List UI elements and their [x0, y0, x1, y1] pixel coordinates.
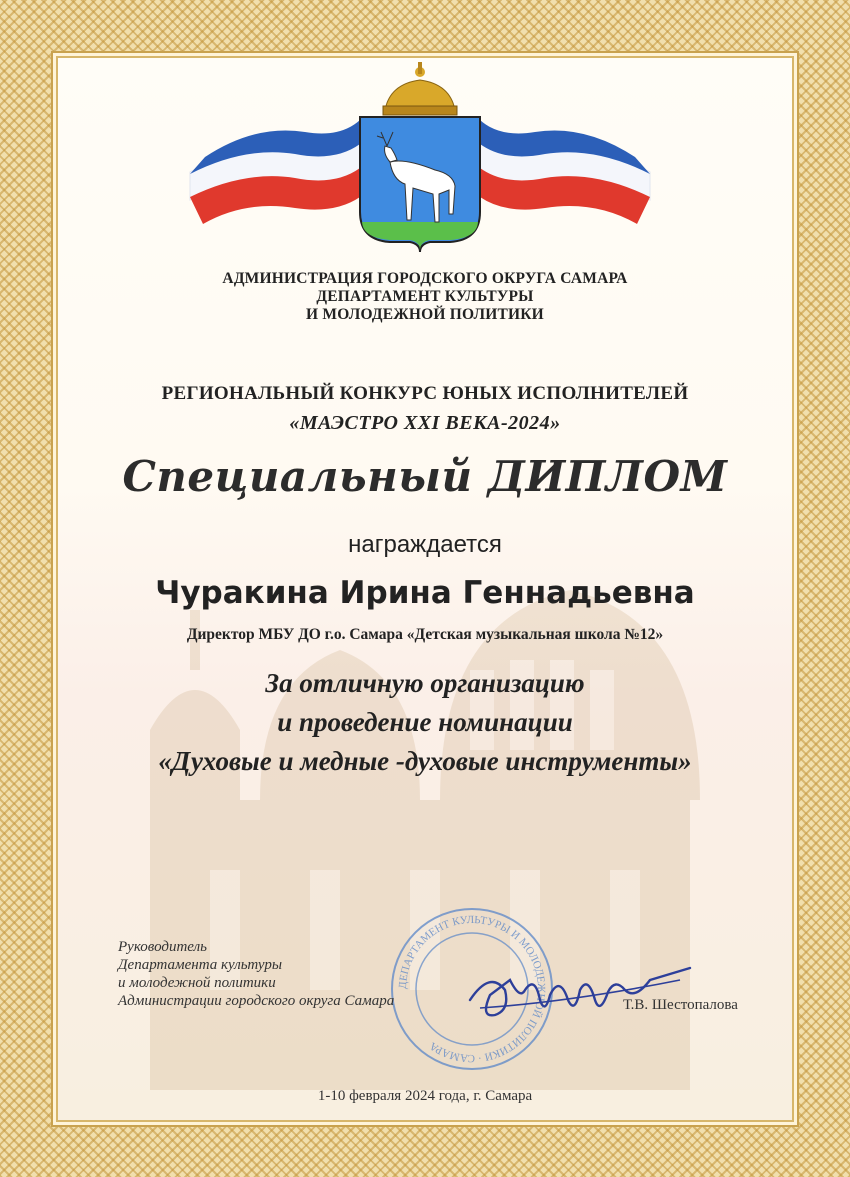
crown-icon [383, 62, 457, 115]
award-reason [58, 664, 792, 781]
signatory-line-2: Департамента культуры [118, 957, 282, 973]
signatory-line-3: и молодежной политики [118, 975, 276, 991]
award-reason-line-3: «Духовые и медные -духовые инструменты» [158, 746, 692, 776]
signatory-line-1: Руководитель [118, 939, 207, 955]
award-reason-line-1: За отличную организацию [265, 668, 585, 698]
flag-ribbon-left [190, 120, 360, 224]
signatory-line-4: Администрации городского округа Самара [118, 993, 395, 1009]
recipient-position: Директор МБУ ДО г.о. Самара «Детская музыкальная школа №12» [186, 626, 664, 643]
signatory-title [118, 938, 478, 1010]
recipient-name: Чуракина Ирина Геннадьевна [155, 575, 695, 611]
administration-line-2: ДЕПАРТАМЕНТ КУЛЬТУРЫ [316, 288, 534, 305]
samara-coat-of-arms-emblem [185, 62, 655, 252]
date-and-place: 1-10 февраля 2024 года, г. Самара [317, 1088, 533, 1104]
award-reason-line-2: и проведение номинации [277, 707, 573, 737]
stamp-text: ДЕПАРТАМЕНТ КУЛЬТУРЫ И МОЛОДЕЖНОЙ ПОЛИТИКИ · САМАРА [396, 913, 548, 1065]
administration-heading [58, 270, 792, 324]
signatory-name: Т.В. Шестопалова [623, 997, 738, 1013]
administration-line-1: АДМИНИСТРАЦИЯ ГОРОДСКОГО ОКРУГА САМАРА [222, 270, 628, 287]
flag-ribbon-right [480, 120, 650, 224]
diploma-title: Специальный ДИПЛОМ [122, 452, 728, 501]
handwritten-signature [450, 960, 700, 1030]
awarded-label: награждается [348, 531, 502, 558]
contest-name: «МАЭСТРО XXI ВЕКА-2024» [289, 412, 561, 434]
administration-line-3: И МОЛОДЕЖНОЙ ПОЛИТИКИ [306, 306, 544, 323]
contest-title: РЕГИОНАЛЬНЫЙ КОНКУРС ЮНЫХ ИСПОЛНИТЕЛЕЙ [161, 383, 689, 404]
